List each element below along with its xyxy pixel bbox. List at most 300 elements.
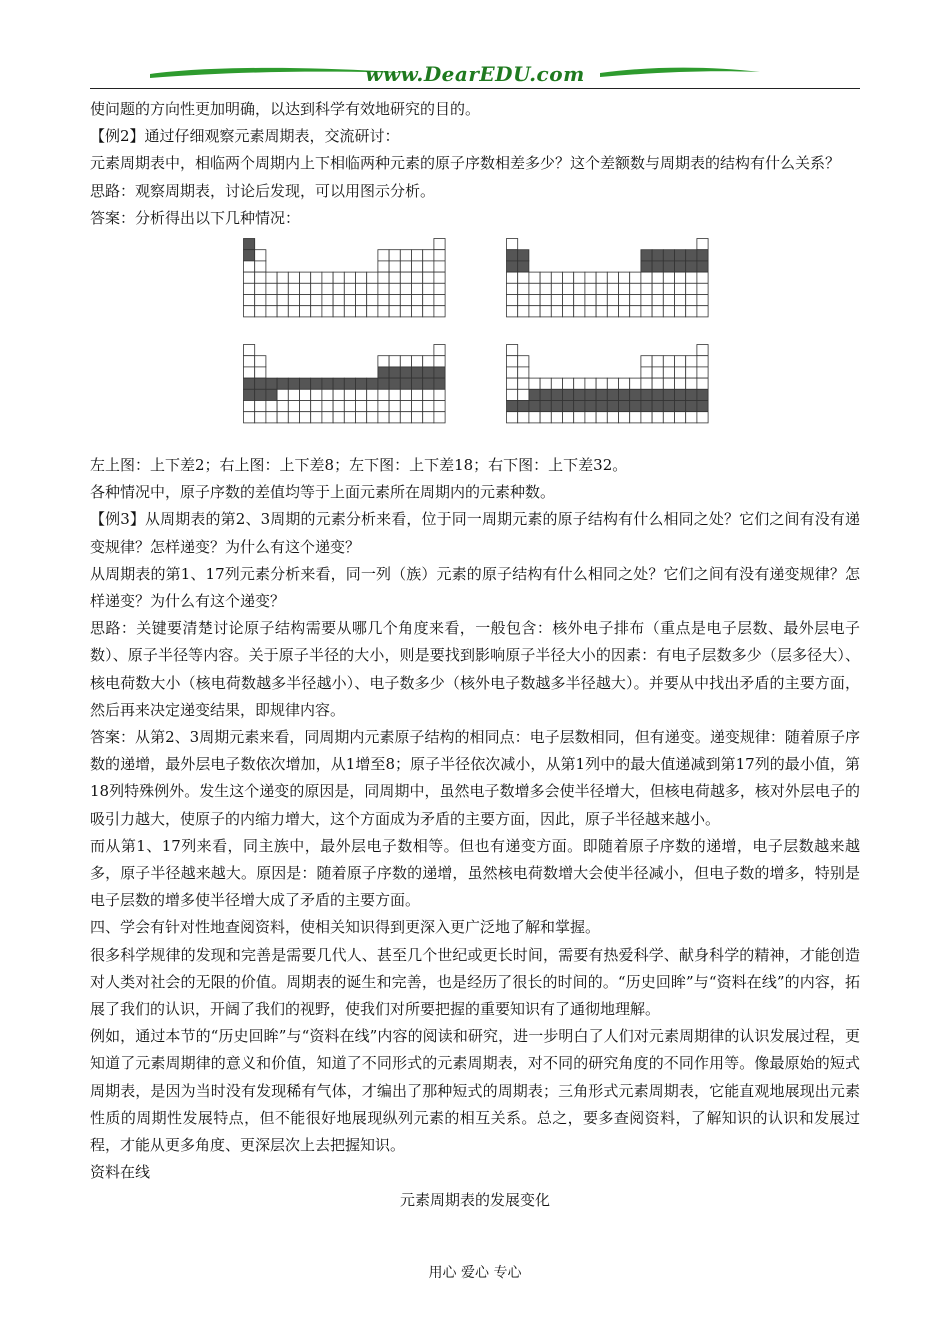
table-cell: [697, 356, 708, 367]
paragraph: 答案：从第2、3周期元素来看，同周期内元素原子结构的相同点：电子层数相同，但有递变。递变规律：随着原子序数的递增，最外层电子数依次增加，从1增至8；原子半径依次减小，从第1列中的最大值递减到第17列的最小值，第18列特殊例外。发生这个递变的原因是，同周期中，虽然电子数增多会使半径增大，但核电荷越多，核对外层电子的吸引力越大，使原子的内缩力增大，这个方面成为矛盾的主要方面，因此，原子半径越来越小。: [90, 728, 860, 828]
table-cell: [697, 295, 708, 306]
table-cell: [322, 378, 333, 389]
table-cell: [686, 261, 697, 272]
table-cell: [507, 295, 518, 306]
table-cell: [529, 378, 540, 389]
paragraph: 【例2】通过仔细观察元素周期表，交流研讨：: [90, 127, 400, 146]
table-cell: [255, 378, 266, 389]
table-cell: [412, 295, 423, 306]
table-cell: [619, 401, 630, 412]
table-cell: [596, 295, 607, 306]
table-cell: [574, 401, 585, 412]
table-cell: [400, 306, 411, 317]
table-cell: [255, 356, 266, 367]
table-cell: [630, 272, 641, 283]
table-cell: [507, 239, 518, 250]
table-cell: [412, 367, 423, 378]
table-cell: [266, 412, 277, 423]
table-cell: [244, 272, 255, 283]
table-cell: [518, 401, 529, 412]
table-cell: [585, 389, 596, 400]
table-cell: [367, 389, 378, 400]
table-cell: [244, 401, 255, 412]
table-cell: [412, 389, 423, 400]
figure-bottom-left-diff-18: [243, 344, 447, 428]
table-cell: [596, 401, 607, 412]
table-cell: [596, 283, 607, 294]
table-cell: [507, 389, 518, 400]
table-cell: [518, 378, 529, 389]
table-cell: [607, 295, 618, 306]
table-cell: [333, 295, 344, 306]
table-cell: [686, 367, 697, 378]
table-cell: [400, 412, 411, 423]
table-cell: [277, 412, 288, 423]
table-cell: [619, 295, 630, 306]
table-cell: [652, 295, 663, 306]
table-cell: [686, 250, 697, 261]
table-cell: [255, 389, 266, 400]
table-cell: [333, 412, 344, 423]
table-cell: [423, 283, 434, 294]
table-cell: [663, 401, 674, 412]
table-cell: [675, 283, 686, 294]
table-cell: [434, 378, 445, 389]
table-cell: [389, 261, 400, 272]
table-cell: [434, 261, 445, 272]
table-cell: [641, 367, 652, 378]
table-cell: [300, 378, 311, 389]
table-cell: [300, 272, 311, 283]
table-cell: [378, 250, 389, 261]
section-heading: 四、学会有针对性地查阅资料，使相关知识得到更深入更广泛地了解和掌握。: [90, 918, 601, 937]
table-cell: [686, 356, 697, 367]
table-cell: [389, 367, 400, 378]
table-cell: [255, 306, 266, 317]
table-cell: [540, 295, 551, 306]
table-cell: [389, 356, 400, 367]
table-cell: [641, 283, 652, 294]
table-cell: [641, 412, 652, 423]
table-cell: [697, 250, 708, 261]
table-cell: [378, 389, 389, 400]
table-cell: [255, 367, 266, 378]
figure-top-left-diff-2: [243, 238, 447, 322]
paragraph: 元素周期表中，相临两个周期内上下相临两种元素的原子序数相差多少？这个差额数与周期表的结构有什么关系？: [90, 154, 841, 173]
paragraph: 使问题的方向性更加明确，以达到科学有效地研究的目的。: [90, 100, 481, 118]
paragraph: 各种情况中，原子序数的差值均等于上面元素所在周期内的元素种数。: [90, 483, 556, 502]
table-cell: [619, 272, 630, 283]
table-cell: [266, 306, 277, 317]
table-cell: [277, 401, 288, 412]
table-cell: [311, 272, 322, 283]
page-header: [90, 58, 860, 92]
table-cell: [423, 389, 434, 400]
table-cell: [300, 412, 311, 423]
table-cell: [641, 378, 652, 389]
table-cell: [356, 412, 367, 423]
table-cell: [423, 412, 434, 423]
table-cell: [244, 356, 255, 367]
table-cell: [266, 283, 277, 294]
table-cell: [378, 283, 389, 294]
table-cell: [266, 401, 277, 412]
table-cell: [344, 306, 355, 317]
table-cell: [356, 389, 367, 400]
table-cell: [596, 378, 607, 389]
table-cell: [652, 389, 663, 400]
table-cell: [697, 401, 708, 412]
table-cell: [686, 272, 697, 283]
table-cell: [675, 295, 686, 306]
table-cell: [630, 378, 641, 389]
table-cell: [507, 356, 518, 367]
table-cell: [322, 389, 333, 400]
table-cell: [574, 389, 585, 400]
table-cell: [663, 389, 674, 400]
table-cell: [686, 378, 697, 389]
table-cell: [574, 295, 585, 306]
table-cell: [255, 295, 266, 306]
table-cell: [400, 356, 411, 367]
table-cell: [529, 283, 540, 294]
table-cell: [675, 306, 686, 317]
table-cell: [344, 283, 355, 294]
table-cell: [630, 295, 641, 306]
table-cell: [378, 367, 389, 378]
table-cell: [563, 306, 574, 317]
table-cell: [400, 389, 411, 400]
table-cell: [255, 412, 266, 423]
table-cell: [367, 401, 378, 412]
table-cell: [697, 261, 708, 272]
table-cell: [697, 272, 708, 283]
table-cell: [529, 295, 540, 306]
table-cell: [585, 378, 596, 389]
table-cell: [507, 412, 518, 423]
figure-bottom-right-diff-32: [506, 344, 710, 428]
table-cell: [585, 412, 596, 423]
table-cell: [434, 401, 445, 412]
table-cell: [518, 250, 529, 261]
table-cell: [652, 401, 663, 412]
table-cell: [619, 306, 630, 317]
table-cell: [434, 295, 445, 306]
table-cell: [652, 367, 663, 378]
table-cell: [423, 401, 434, 412]
table-cell: [333, 378, 344, 389]
table-cell: [389, 412, 400, 423]
table-cell: [434, 367, 445, 378]
site-logo: www.DearEDU.com: [365, 62, 585, 86]
table-cell: [540, 306, 551, 317]
table-cell: [686, 412, 697, 423]
table-cell: [697, 283, 708, 294]
table-cell: [412, 412, 423, 423]
table-cell: [266, 272, 277, 283]
paragraph: 【例3】从周期表的第2、3周期的元素分析来看，位于同一周期元素的原子结构有什么相同之处？它们之间有没有递变规律？怎样递变？为什么有这个递变？: [90, 510, 860, 556]
table-cell: [412, 272, 423, 283]
table-cell: [356, 295, 367, 306]
table-cell: [400, 295, 411, 306]
table-cell: [663, 378, 674, 389]
table-cell: [697, 378, 708, 389]
table-cell: [641, 389, 652, 400]
table-cell: [423, 295, 434, 306]
table-cell: [378, 401, 389, 412]
table-cell: [423, 367, 434, 378]
table-cell: [356, 272, 367, 283]
table-cell: [697, 389, 708, 400]
table-cell: [675, 250, 686, 261]
table-cell: [540, 401, 551, 412]
table-cell: [344, 295, 355, 306]
table-cell: [412, 401, 423, 412]
table-cell: [277, 378, 288, 389]
table-cell: [244, 250, 255, 261]
table-cell: [630, 401, 641, 412]
table-cell: [675, 261, 686, 272]
table-cell: [434, 239, 445, 250]
table-cell: [367, 306, 378, 317]
table-cell: [641, 356, 652, 367]
table-cell: [288, 283, 299, 294]
table-cell: [574, 283, 585, 294]
table-cell: [266, 295, 277, 306]
document-body: [90, 96, 860, 1214]
paragraph: 答案：分析得出以下几种情况：: [90, 208, 301, 227]
paragraph: 思路：关键要清楚讨论原子结构需要从哪几个角度来看，一般包含：核外电子排布（重点是电子层数、最外层电子数）、原子半径等内容。关于原子半径的大小，则是要找到影响原子半径大小的因素：有电子层数多少（层多径大）、核电荷数大小（核电荷数越多半径越小）、电子数多少（核外电子数越多半径越大）。并要从中找出矛盾的主要方面，然后再来决定递变结果，即规律内容。: [90, 619, 860, 719]
table-cell: [378, 356, 389, 367]
table-cell: [563, 401, 574, 412]
table-cell: [540, 272, 551, 283]
table-cell: [574, 306, 585, 317]
table-cell: [277, 283, 288, 294]
table-cell: [675, 401, 686, 412]
table-cell: [412, 356, 423, 367]
table-cell: [675, 367, 686, 378]
table-cell: [244, 412, 255, 423]
table-cell: [322, 306, 333, 317]
table-cell: [518, 261, 529, 272]
table-cell: [277, 389, 288, 400]
table-cell: [333, 401, 344, 412]
table-cell: [641, 261, 652, 272]
table-cell: [300, 401, 311, 412]
table-cell: [356, 378, 367, 389]
table-cell: [518, 283, 529, 294]
table-cell: [311, 283, 322, 294]
table-cell: [551, 378, 562, 389]
table-cell: [507, 283, 518, 294]
table-cell: [344, 272, 355, 283]
table-cell: [322, 412, 333, 423]
table-cell: [675, 412, 686, 423]
table-cell: [255, 401, 266, 412]
table-cell: [333, 306, 344, 317]
table-cell: [434, 306, 445, 317]
table-cell: [300, 295, 311, 306]
table-cell: [652, 283, 663, 294]
table-cell: [540, 283, 551, 294]
table-cell: [322, 283, 333, 294]
table-cell: [619, 378, 630, 389]
table-cell: [686, 295, 697, 306]
table-cell: [507, 261, 518, 272]
table-cell: [630, 389, 641, 400]
table-cell: [663, 295, 674, 306]
table-cell: [400, 272, 411, 283]
table-cell: [244, 261, 255, 272]
table-cell: [663, 356, 674, 367]
table-cell: [378, 272, 389, 283]
table-cell: [277, 272, 288, 283]
table-cell: [518, 389, 529, 400]
table-cell: [266, 389, 277, 400]
table-cell: [311, 389, 322, 400]
table-cell: [641, 250, 652, 261]
table-cell: [412, 283, 423, 294]
table-cell: [507, 306, 518, 317]
table-cell: [529, 389, 540, 400]
table-cell: [607, 378, 618, 389]
periodic-table-figures: [90, 238, 860, 446]
table-cell: [563, 283, 574, 294]
table-cell: [596, 272, 607, 283]
table-cell: [356, 401, 367, 412]
table-cell: [697, 306, 708, 317]
paragraph: 从周期表的第1、17列元素分析来看，同一列（族）元素的原子结构有什么相同之处？它们之间有没有递变规律？怎样递变？为什么有这个递变？: [90, 564, 860, 611]
table-cell: [529, 401, 540, 412]
table-cell: [423, 261, 434, 272]
table-cell: [311, 378, 322, 389]
table-cell: [585, 401, 596, 412]
table-cell: [652, 356, 663, 367]
table-cell: [697, 239, 708, 250]
table-cell: [675, 272, 686, 283]
table-cell: [507, 367, 518, 378]
table-cell: [255, 272, 266, 283]
table-cell: [244, 283, 255, 294]
table-cell: [529, 412, 540, 423]
table-cell: [551, 272, 562, 283]
table-cell: [675, 378, 686, 389]
header-rule: [90, 88, 860, 89]
table-cell: [244, 389, 255, 400]
table-cell: [311, 412, 322, 423]
table-cell: [574, 412, 585, 423]
table-cell: [663, 272, 674, 283]
table-cell: [434, 283, 445, 294]
table-cell: [434, 356, 445, 367]
table-cell: [697, 345, 708, 356]
table-cell: [412, 378, 423, 389]
table-cell: [663, 306, 674, 317]
table-cell: [686, 389, 697, 400]
paragraph: 资料在线: [90, 1163, 151, 1182]
table-cell: [540, 389, 551, 400]
table-cell: [400, 367, 411, 378]
table-cell: [518, 367, 529, 378]
table-cell: [551, 306, 562, 317]
table-cell: [423, 306, 434, 317]
table-cell: [585, 272, 596, 283]
table-cell: [518, 272, 529, 283]
table-cell: [412, 306, 423, 317]
table-cell: [378, 261, 389, 272]
table-cell: [596, 306, 607, 317]
table-cell: [367, 378, 378, 389]
table-cell: [518, 295, 529, 306]
paragraph: 左上图：上下差2；右上图：上下差8；左下图：上下差18；右下图：上下差32。: [90, 456, 628, 475]
table-cell: [697, 412, 708, 423]
table-cell: [663, 250, 674, 261]
table-cell: [697, 367, 708, 378]
table-cell: [563, 389, 574, 400]
table-cell: [540, 412, 551, 423]
table-cell: [686, 283, 697, 294]
table-cell: [551, 389, 562, 400]
table-cell: [663, 412, 674, 423]
table-cell: [400, 378, 411, 389]
table-cell: [367, 272, 378, 283]
table-cell: [529, 306, 540, 317]
table-cell: [423, 378, 434, 389]
table-cell: [434, 412, 445, 423]
table-cell: [311, 401, 322, 412]
table-cell: [641, 401, 652, 412]
table-cell: [585, 283, 596, 294]
table-cell: [389, 389, 400, 400]
table-cell: [288, 378, 299, 389]
table-cell: [607, 306, 618, 317]
table-cell: [596, 389, 607, 400]
table-cell: [434, 345, 445, 356]
table-cell: [607, 283, 618, 294]
table-cell: [311, 306, 322, 317]
table-cell: [389, 401, 400, 412]
table-cell: [641, 272, 652, 283]
table-cell: [529, 272, 540, 283]
table-cell: [607, 272, 618, 283]
table-cell: [663, 283, 674, 294]
table-cell: [389, 283, 400, 294]
table-cell: [412, 261, 423, 272]
table-cell: [389, 306, 400, 317]
table-cell: [311, 295, 322, 306]
table-cell: [607, 412, 618, 423]
table-cell: [563, 295, 574, 306]
table-cell: [400, 261, 411, 272]
table-cell: [563, 412, 574, 423]
table-cell: [400, 250, 411, 261]
table-cell: [400, 283, 411, 294]
table-cell: [518, 356, 529, 367]
table-cell: [277, 295, 288, 306]
table-cell: [663, 367, 674, 378]
table-cell: [423, 272, 434, 283]
table-cell: [389, 272, 400, 283]
table-cell: [244, 239, 255, 250]
table-cell: [652, 412, 663, 423]
paragraph: 而从第1、17列来看，同主族中，最外层电子数相等。但也有递变方面。即随着原子序数的递增，电子层数越来越多，原子半径越来越大。原因是：随着原子序数的递增，虽然核电荷数增大会使半径减小，但电子数的增多，特别是电子层数的增多使半径增大成了矛盾的主要方面。: [90, 836, 860, 910]
table-cell: [619, 283, 630, 294]
table-cell: [619, 389, 630, 400]
table-cell: [641, 295, 652, 306]
table-cell: [551, 283, 562, 294]
table-cell: [518, 412, 529, 423]
table-cell: [507, 378, 518, 389]
